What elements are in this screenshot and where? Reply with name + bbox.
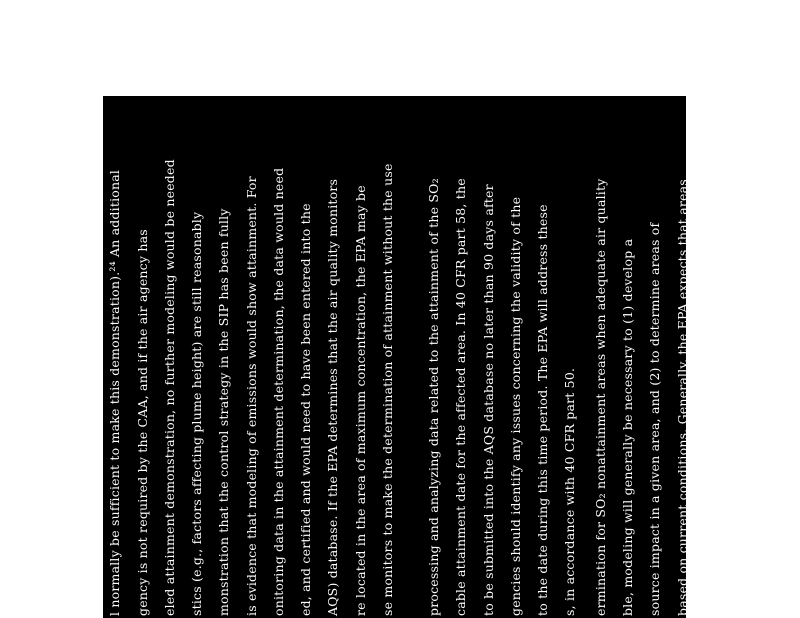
text-line: to the date during this time period. The EPA will address these	[535, 204, 550, 616]
scanned-document-image	[103, 96, 690, 618]
text-line: to be submitted into the AQS database no later than 90 days after	[481, 184, 496, 616]
text-line: is evidence that modeling of emissions would show attainment. For	[244, 176, 259, 616]
text-line: based on current conditions. Generally, the EPA expects that areas	[675, 179, 690, 616]
text-line: se monitors to make the determination of attainment without the use	[380, 163, 395, 616]
text-line: stics (e.g., factors affecting plume height) are still reasonably	[189, 211, 204, 616]
text-line: gency is not required by the CAA, and if the air agency has	[135, 229, 150, 616]
text-line: ed, and certified and would need to have been entered into the	[298, 203, 313, 616]
text-line: AQS) database. If the EPA determines that the air quality monitors	[325, 178, 340, 616]
text-line: onitoring data in the attainment determination, the data would need	[271, 167, 286, 616]
text-line: source impact in a given area, and (2) to determine areas of	[647, 222, 662, 616]
text-line: l normally be sufficient to make this demonstration).²⁴ An additional	[107, 169, 122, 616]
text-line: cable attainment date for the affected area. In 40 CFR part 58, the	[453, 178, 468, 616]
text-line: processing and analyzing data related to the attainment of the SO₂	[426, 178, 441, 616]
text-line: ble, modeling will generally be necessary to (1) develop a	[620, 238, 635, 616]
text-line: monstration that the control strategy in the SIP has been fully	[216, 208, 231, 616]
text-line: gencies should identify any issues concerning the validity of the	[508, 196, 523, 616]
text-line: re located in the area of maximum concentration, the EPA may be	[353, 185, 368, 616]
text-line: ermination for SO₂ nonattainment areas when adequate air quality	[593, 178, 608, 616]
text-line: s, in accordance with 40 CFR part 50.	[562, 367, 577, 616]
text-line: eled attainment demonstration, no further modeling would be needed	[162, 159, 177, 616]
